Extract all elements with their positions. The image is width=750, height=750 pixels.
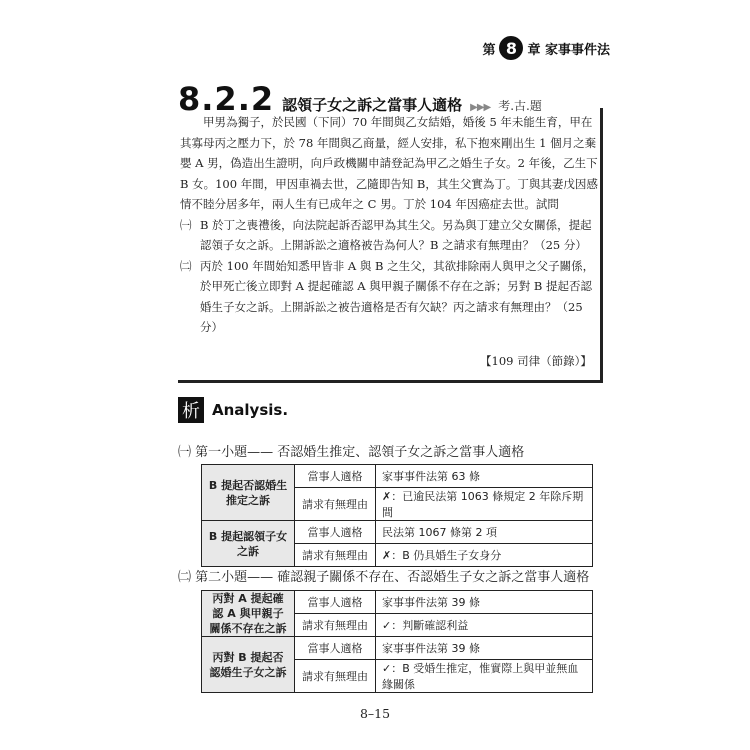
row-value: 民法第 1067 條第 2 項 — [376, 521, 593, 544]
part2-table — [201, 590, 593, 693]
chapter-number-badge: 8 — [499, 36, 523, 60]
section-name: 認領子女之訴之當事人適格 — [282, 96, 463, 114]
question-item-2 — [180, 256, 600, 338]
page-number: 8–15 — [359, 706, 391, 721]
analysis-heading — [178, 397, 288, 423]
question-item-mark: ㈠ — [180, 217, 192, 232]
chapter-header — [482, 36, 610, 60]
question-intro: 甲男為獨子，於民國（下同）70 年間與乙女結婚，婚後 5 年未能生育，甲在其寡母丙之壓力下，於 78 年間與乙商量，經人安排，私下抱來剛出生 1 個月之棄嬰 A 男，偽造出生證明，向戶政機關申請登記為甲乙之婚生子女。2 年後，乙生下 B 女。100 年間，甲因車禍去世，乙隨即告知 B，其生父實為丁。丁與其妻戊因感情不睦分居多年，兩人生有已成年之 C 男。丁於 104 年因癌症去世。試問 — [180, 115, 598, 211]
part1-heading: ㈠ 第一小題—— 否認婚生推定、認領子女之訴之當事人適格 — [178, 445, 525, 460]
row-label: 當事人適格 — [295, 521, 376, 544]
part1-table — [201, 464, 593, 567]
table-row — [202, 637, 593, 660]
row-label: 請求有無理由 — [295, 544, 376, 567]
row-group-head: 丙對 B 提起否認婚生子女之訴 — [202, 637, 295, 693]
row-group-head: 丙對 A 提起確認 A 與甲親子關係不存在之訴 — [202, 591, 295, 637]
table-row — [202, 521, 593, 544]
row-value: ✓：B 受婚生推定，惟實際上與甲並無血緣關係 — [376, 660, 593, 693]
row-value: 家事事件法第 39 條 — [376, 591, 593, 614]
arrows-icon: ▶▶▶ — [470, 102, 491, 113]
section-tag: 考.古.題 — [498, 99, 542, 113]
row-value: ✗：B 仍具婚生子女身分 — [376, 544, 593, 567]
question-item-1 — [180, 215, 600, 256]
row-label: 當事人適格 — [295, 465, 376, 488]
question-source: 【109 司律（節錄）】 — [480, 354, 592, 368]
row-value: ✗：已逾民法第 1063 條規定 2 年除斥期間 — [376, 488, 593, 521]
row-label: 當事人適格 — [295, 637, 376, 660]
row-label: 請求有無理由 — [295, 488, 376, 521]
row-group-head: B 提起否認婚生推定之訴 — [202, 465, 295, 521]
question-item-mark: ㈡ — [180, 258, 192, 273]
chapter-prefix: 第 — [482, 42, 496, 58]
analysis-title: Analysis. — [212, 401, 289, 419]
row-value: 家事事件法第 63 條 — [376, 465, 593, 488]
row-label: 當事人適格 — [295, 591, 376, 614]
row-label: 請求有無理由 — [295, 614, 376, 637]
row-label: 請求有無理由 — [295, 660, 376, 693]
row-group-head: B 提起認領子女之訴 — [202, 521, 295, 567]
analysis-badge: 析 — [178, 397, 204, 423]
question-item-text: 丙於 100 年間始知悉甲皆非 A 與 B 之生父，其欲排除兩人與甲之父子關係，於甲死亡後立即對 A 提起確認 A 與甲親子關係不存在之訴；另對 B 提起否認婚生子女之訴。上開訴訟之被告適格是否有欠缺？丙之請求有無理由？（25 分） — [200, 258, 595, 334]
part2-heading: ㈡ 第二小題—— 確認親子關係不存在、否認婚生子女之訴之當事人適格 — [178, 570, 590, 585]
question-text — [180, 112, 600, 338]
row-value: 家事事件法第 39 條 — [376, 637, 593, 660]
table-row — [202, 591, 593, 614]
chapter-title: 章 家事事件法 — [527, 42, 610, 58]
table-row — [202, 465, 593, 488]
row-value: ✓：判斷確認利益 — [376, 614, 593, 637]
section-number: 8.2.2 — [178, 80, 275, 118]
question-item-text: B 於丁之喪禮後，向法院起訴否認甲為其生父。另為與丁建立父女關係，提起認領子女之訴。上開訴訟之適格被告為何人？B 之請求有無理由？（25 分） — [200, 217, 592, 252]
